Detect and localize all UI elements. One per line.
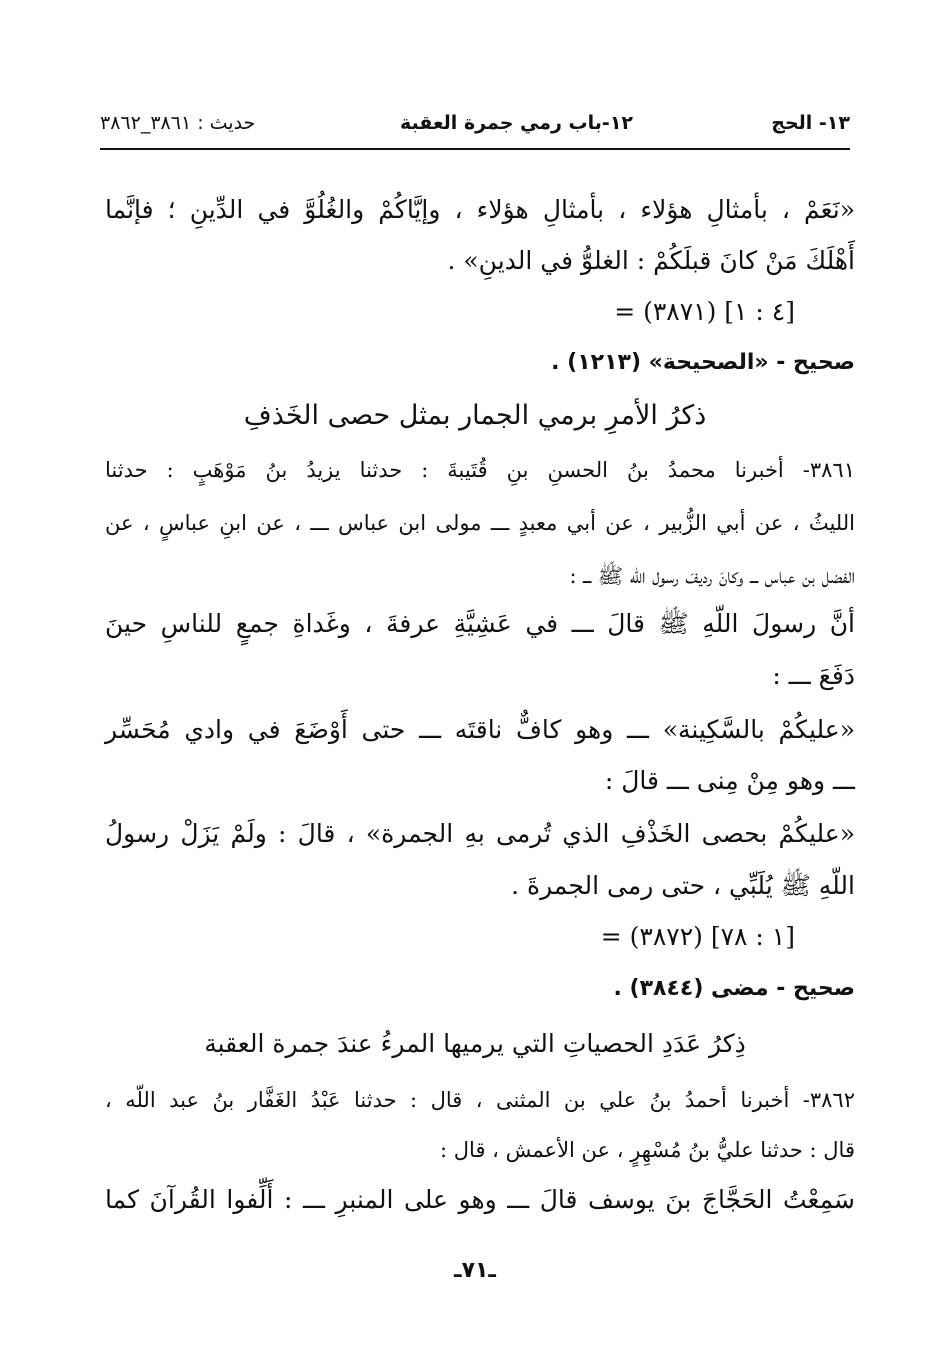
isnad-line: قال : حدثنا عليُّ بنُ مُسْهِرٍ ، عن الأعمش ، قال : (440, 1138, 855, 1162)
text-line: ـــ وهو مِنْ مِنى ـــ قالَ : (604, 766, 855, 795)
text-line: دَفَعَ ـــ : (772, 661, 855, 690)
header-hadith-range: حديث : ٣٨٦١_٣٨٦٢ (100, 112, 256, 134)
header-divider (100, 148, 850, 150)
grading-line: صحيح - «الصحيحة» (١٢١٣) . (551, 350, 855, 375)
section-heading: ذكرُ الأمرِ برمي الجمار بمثل حصى الخَذفِ (243, 400, 707, 431)
isnad-line: الليثُ ، عن أبي الزُّبير ، عن أبي معبدٍ ـــ مولى ابن عباس ـــ ، عن ابنِ عباسٍ ، عن (105, 511, 855, 535)
isnad-line: الفضل بن عباس ـــ وكانَ رديفَ رسول اللّه ﷺ ـــ : (569, 564, 855, 588)
takhrij-reference: = (٣٨٧٢) [١ : ٧٨] (600, 922, 795, 951)
text-line: «عليكُمْ بحصى الخَذْفِ الذي تُرمى بهِ الجمرة» ، قالَ : ولَمْ يَزَلْ رسولُ (105, 819, 855, 848)
running-header (100, 112, 850, 148)
isnad-line: ٣٨٦١- أخبرنا محمدُ بنُ الحسنِ بنِ قُتَيبةَ : حدثنا يزيدُ بنُ مَوْهَبٍ : حدثنا (105, 458, 855, 482)
takhrij-reference: = (٣٨٧١) [٤ : ١] (614, 297, 795, 326)
text-line: أَهْلَكَ مَنْ كانَ قبلَكُمْ : الغلوُّ في الدينِ» . (447, 246, 855, 275)
isnad-line: ٣٨٦٢- أخبرنا أحمدُ بنُ علي بن المثنى ، قال : حدثنا عَبْدُ الغَفَّار بنُ عبد اللّه ، (105, 1088, 855, 1112)
text-line: سَمِعْتُ الحَجَّاجَ بنَ يوسف قالَ ـــ وهو على المنبرِ ـــ : أَلِّفوا القُرآنَ كما (105, 1185, 855, 1214)
header-chapter: ١٢-باب رمي جمرة العقبة (400, 112, 634, 134)
page-number: ـ٧١ـ (454, 1258, 496, 1283)
text-line: اللّهِ ﷺ يُلَبِّي ، حتى رمى الجمرةَ . (511, 871, 855, 900)
text-line: «عليكُمْ بالسَّكِينة» ـــ وهو كافٌّ ناقتَه ـــ حتى أَوْضَعَ في وادي مُحَسِّر (105, 715, 855, 744)
header-book-section: ١٣- الحج (771, 112, 850, 134)
grading-line: صحيح - مضى (٣٨٤٤) . (613, 976, 855, 1001)
text-line: «نَعَمْ ، بأمثالِ هؤلاء ، بأمثالِ هؤلاء ، وإيَّاكُمْ والغُلُوَّ في الدِّينِ ؛ فإنَّما (105, 195, 855, 224)
section-heading: ذِكرُ عَدَدِ الحصياتِ التي يرميها المرءُ عندَ جمرة العقبة (204, 1029, 746, 1058)
text-line: أنَّ رسولَ اللّهِ ﷺ قالَ ـــ في عَشِيَّةِ عرفةَ ، وغَداةِ جمعٍ للناسِ حينَ (105, 609, 855, 638)
